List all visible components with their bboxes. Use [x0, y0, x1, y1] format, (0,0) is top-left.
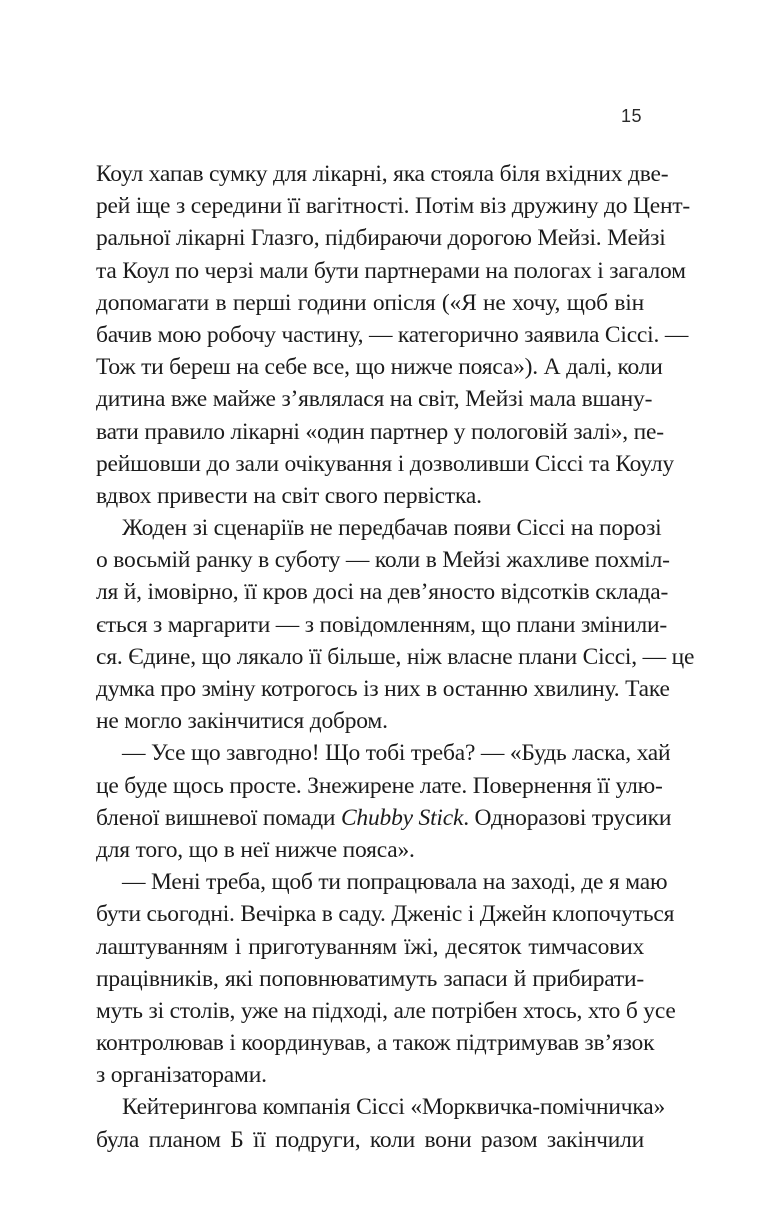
text-segment: це буде щось просте. Знежирене лате. Повернення її улю-	[96, 772, 663, 799]
text-segment: не могло закінчитися добром.	[96, 708, 388, 735]
text-line	[96, 255, 686, 287]
text-line	[96, 673, 670, 705]
text-segment: бачив мою робочу частину, — категорично заявила Сіссі. —	[96, 321, 689, 348]
text-segment: була планом Б її подруги, коли вони разом закінчили	[96, 1126, 644, 1153]
text-line	[96, 319, 689, 351]
text-line	[96, 544, 670, 576]
text-segment: допомагати в перші години опісля («Я не хочу, щоб він	[96, 289, 644, 316]
text-line	[96, 448, 674, 480]
text-segment: та Коул по черзі мали бути партнерами на пологах і загалом	[96, 257, 686, 284]
text-line	[96, 512, 662, 544]
text-line	[96, 931, 644, 963]
text-segment: — Мені треба, щоб ти попрацювала на заході, де я маю	[122, 869, 668, 896]
text-segment: дитина вже майже з’являлася на світ, Мейзі мала вшану-	[96, 386, 653, 413]
text-segment: контролював і координував, а також підтримував зв’язок	[96, 1030, 655, 1057]
page-number: 15	[620, 106, 642, 126]
text-segment: бленої вишневої помади	[96, 804, 341, 831]
text-segment: думка про зміну котрогось із них в останню хвилину. Таке	[96, 676, 670, 702]
text-line	[96, 834, 644, 866]
text-segment: ля й, імовірно, її кров досі на дев’яносто відсотків склада-	[96, 579, 669, 606]
text-segment: ся. Єдине, що лякало її більше, ніж власне плани Сіссі, — це	[96, 643, 695, 670]
text-line	[96, 351, 663, 383]
text-segment: рейшовши до зали очікування і дозволивши Сіссі та Коулу	[96, 450, 674, 477]
text-line	[96, 158, 669, 190]
text-line	[96, 1059, 644, 1091]
text-segment: Коул хапав сумку для лікарні, яка стояла біля вхідних две-	[96, 161, 669, 187]
text-segment: — Усе що завгодно! Що тобі треба? — «Будь ласка, хай	[122, 740, 671, 767]
text-line	[96, 1091, 666, 1123]
italic-text: Chubby Stick	[340, 804, 464, 831]
text-line	[96, 1124, 644, 1156]
text-line	[96, 480, 644, 512]
text-line	[96, 963, 644, 995]
text-segment: вдвох привести на світ свого первістка.	[96, 482, 482, 509]
text-line	[96, 576, 669, 608]
text-segment: рей іще з середини її вагітності. Потім віз дружину до Цент-	[96, 193, 691, 220]
text-line	[96, 609, 668, 641]
text-line	[96, 770, 663, 802]
text-line	[96, 737, 671, 769]
body-text	[96, 158, 695, 1156]
text-line	[96, 1027, 655, 1059]
text-segment: Тож ти береш на себе все, що нижче пояса»). А далі, коли	[96, 354, 663, 381]
text-segment: ральної лікарні Глазго, підбираючи дорогою Мейзі. Мейзі	[96, 225, 666, 252]
text-line	[96, 383, 653, 415]
text-line	[96, 641, 695, 673]
text-line	[96, 866, 668, 898]
text-line	[96, 898, 675, 930]
text-line	[96, 416, 664, 448]
text-segment: Жоден зі сценаріїв не передбачав появи Сіссі на порозі	[122, 515, 662, 542]
text-segment: Кейтерингова компанія Сіссі «Морквичка-помічничка»	[122, 1094, 666, 1121]
text-segment: з організаторами.	[96, 1062, 267, 1089]
text-segment: вати правило лікарні «один партнер у пологовій залі», пе-	[96, 418, 664, 445]
text-segment: о восьмій ранку в суботу — коли в Мейзі жахливе похміл-	[96, 547, 670, 574]
text-segment: лаштуванням і приготуванням їжі, десяток тимчасових	[96, 933, 644, 960]
text-segment: . Одноразові трусики	[463, 804, 672, 831]
text-segment: ється з маргарити — з повідомленням, що плани змінили-	[96, 611, 668, 638]
text-line	[96, 222, 666, 254]
text-segment: муть зі столів, уже на підході, але потрібен хтось, хто б усе	[96, 997, 676, 1024]
text-line	[96, 190, 691, 222]
text-segment: бути сьогодні. Вечірка в саду. Дженіс і Джейн клопочуться	[96, 901, 675, 928]
text-line	[96, 705, 644, 737]
text-line	[96, 287, 644, 319]
text-line	[96, 802, 672, 834]
text-segment: працівників, які поповнюватимуть запаси й прибирати-	[96, 965, 644, 992]
text-line	[96, 995, 676, 1027]
text-segment: для того, що в неї нижче пояса».	[96, 836, 415, 863]
